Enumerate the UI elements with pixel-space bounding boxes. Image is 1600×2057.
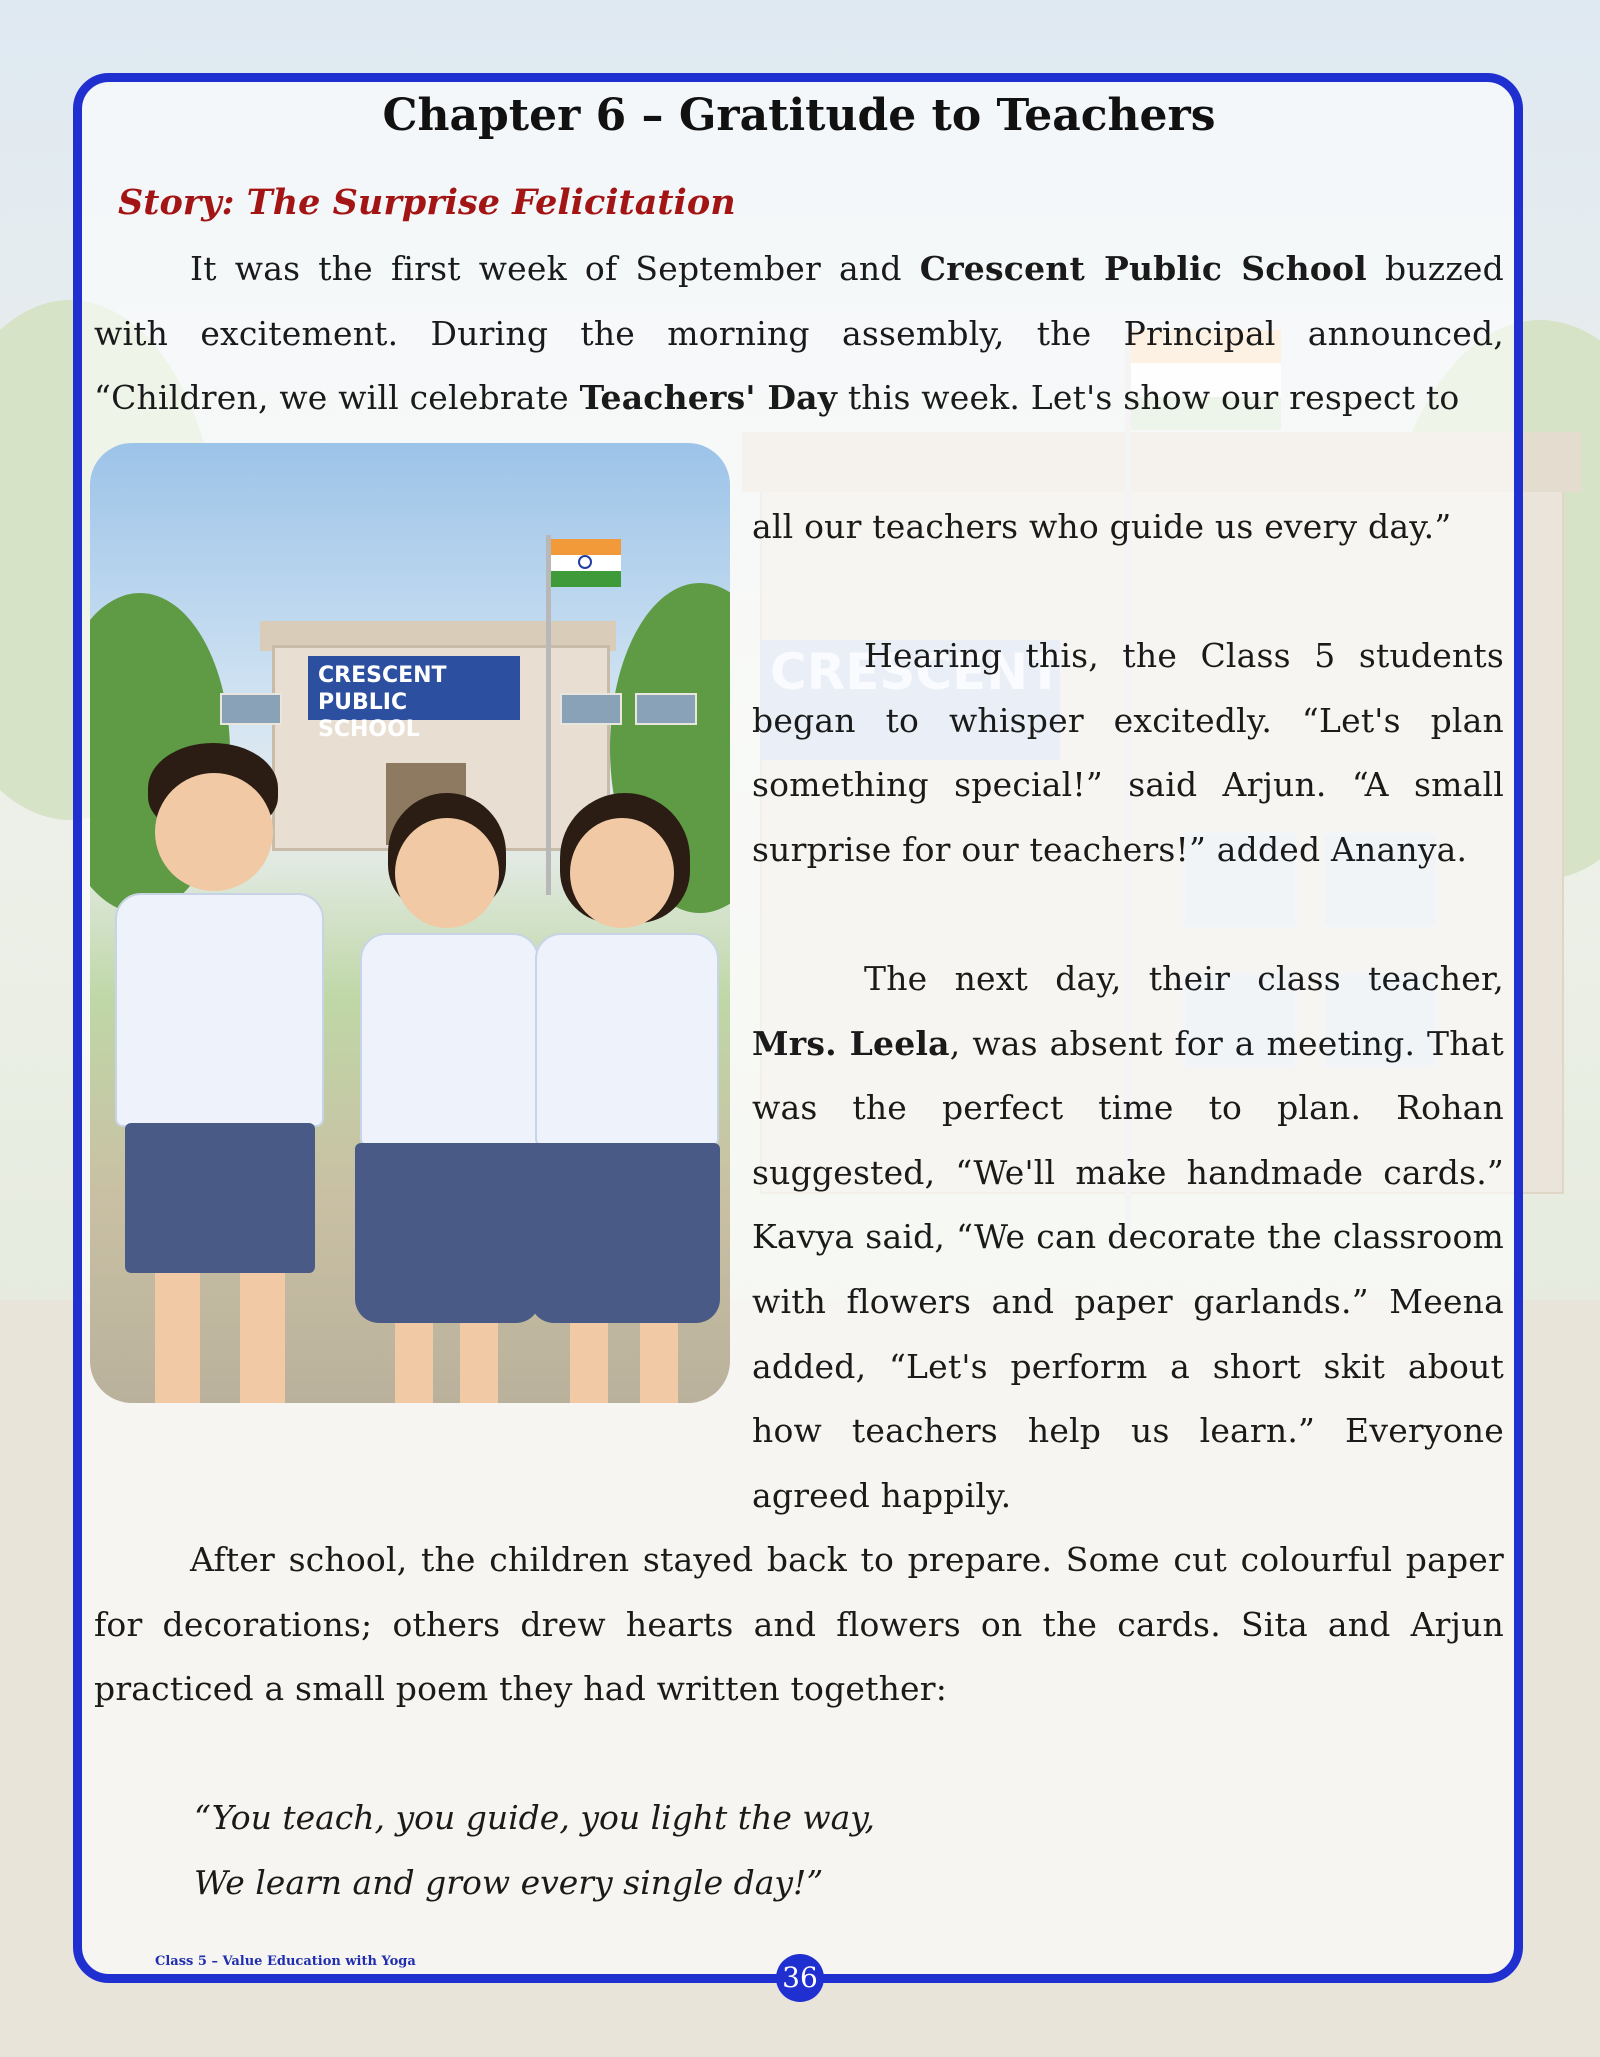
school-sign-line-1: CRESCENT <box>318 663 447 688</box>
paragraph-1-text: It was the first week of September and <box>190 249 920 288</box>
footer-book-title: Class 5 – Value Education with Yoga <box>155 1954 416 1969</box>
school-window <box>635 693 697 725</box>
school-sign <box>308 656 520 742</box>
girl-student <box>530 793 720 1403</box>
school-name: Crescent Public School <box>919 249 1367 288</box>
story-title: Story: The Surprise Felicitation <box>118 182 736 223</box>
paragraph-1-text: buzzed with excitement. During the morning assembly, the Principal announced, “Children, we will celebrate <box>94 249 1504 418</box>
teachers-day: Teachers' Day <box>579 378 838 418</box>
paragraph-3-text: , was absent for a meeting. That was the perfect time to plan. Rohan suggested, “We'll make handmade cards.” Kavya said, “We can decorate the classroom with flowers and paper garlands.” Meena added, “Let's perform a short skit about how teachers help us learn.” Everyone agreed happily. <box>752 1023 1504 1515</box>
paragraph-1-continuation: all our teachers who guide us every day.” <box>752 507 1452 546</box>
chapter-title: Chapter 6 – Gratitude to Teachers <box>382 90 1216 141</box>
ashoka-chakra <box>578 555 592 569</box>
boy-student <box>110 743 330 1403</box>
paragraph-1 <box>94 237 1504 431</box>
paragraph-2: Hearing this, the Class 5 students began to whisper excitedly. “Let's plan something special!” said Arjun. “A small surprise for our teachers!” added Ananya. <box>752 636 1504 869</box>
school-window <box>220 693 282 725</box>
teacher-name: Mrs. Leela <box>752 1023 950 1063</box>
girl-student <box>350 793 540 1403</box>
paragraph-3 <box>752 947 1504 1528</box>
poem-line-1: “You teach, you guide, you light the way, <box>194 1798 876 1837</box>
poem <box>194 1786 875 1915</box>
story-illustration <box>90 443 730 1403</box>
page-number: 36 <box>776 1954 824 2002</box>
paragraph-4: After school, the children stayed back to prepare. Some cut colourful paper for decorations; others drew hearts and flowers on the cards. Sita and Arjun practiced a small poem they had written together: <box>94 1540 1504 1709</box>
school-window <box>560 693 622 725</box>
paragraph-3-text: The next day, their class teacher, <box>864 959 1504 998</box>
school-sign-line-2: PUBLIC SCHOOL <box>318 690 420 742</box>
poem-line-2: We learn and grow every single day!” <box>194 1862 824 1902</box>
paragraph-1-text: this week. Let's show our respect to <box>837 378 1460 418</box>
